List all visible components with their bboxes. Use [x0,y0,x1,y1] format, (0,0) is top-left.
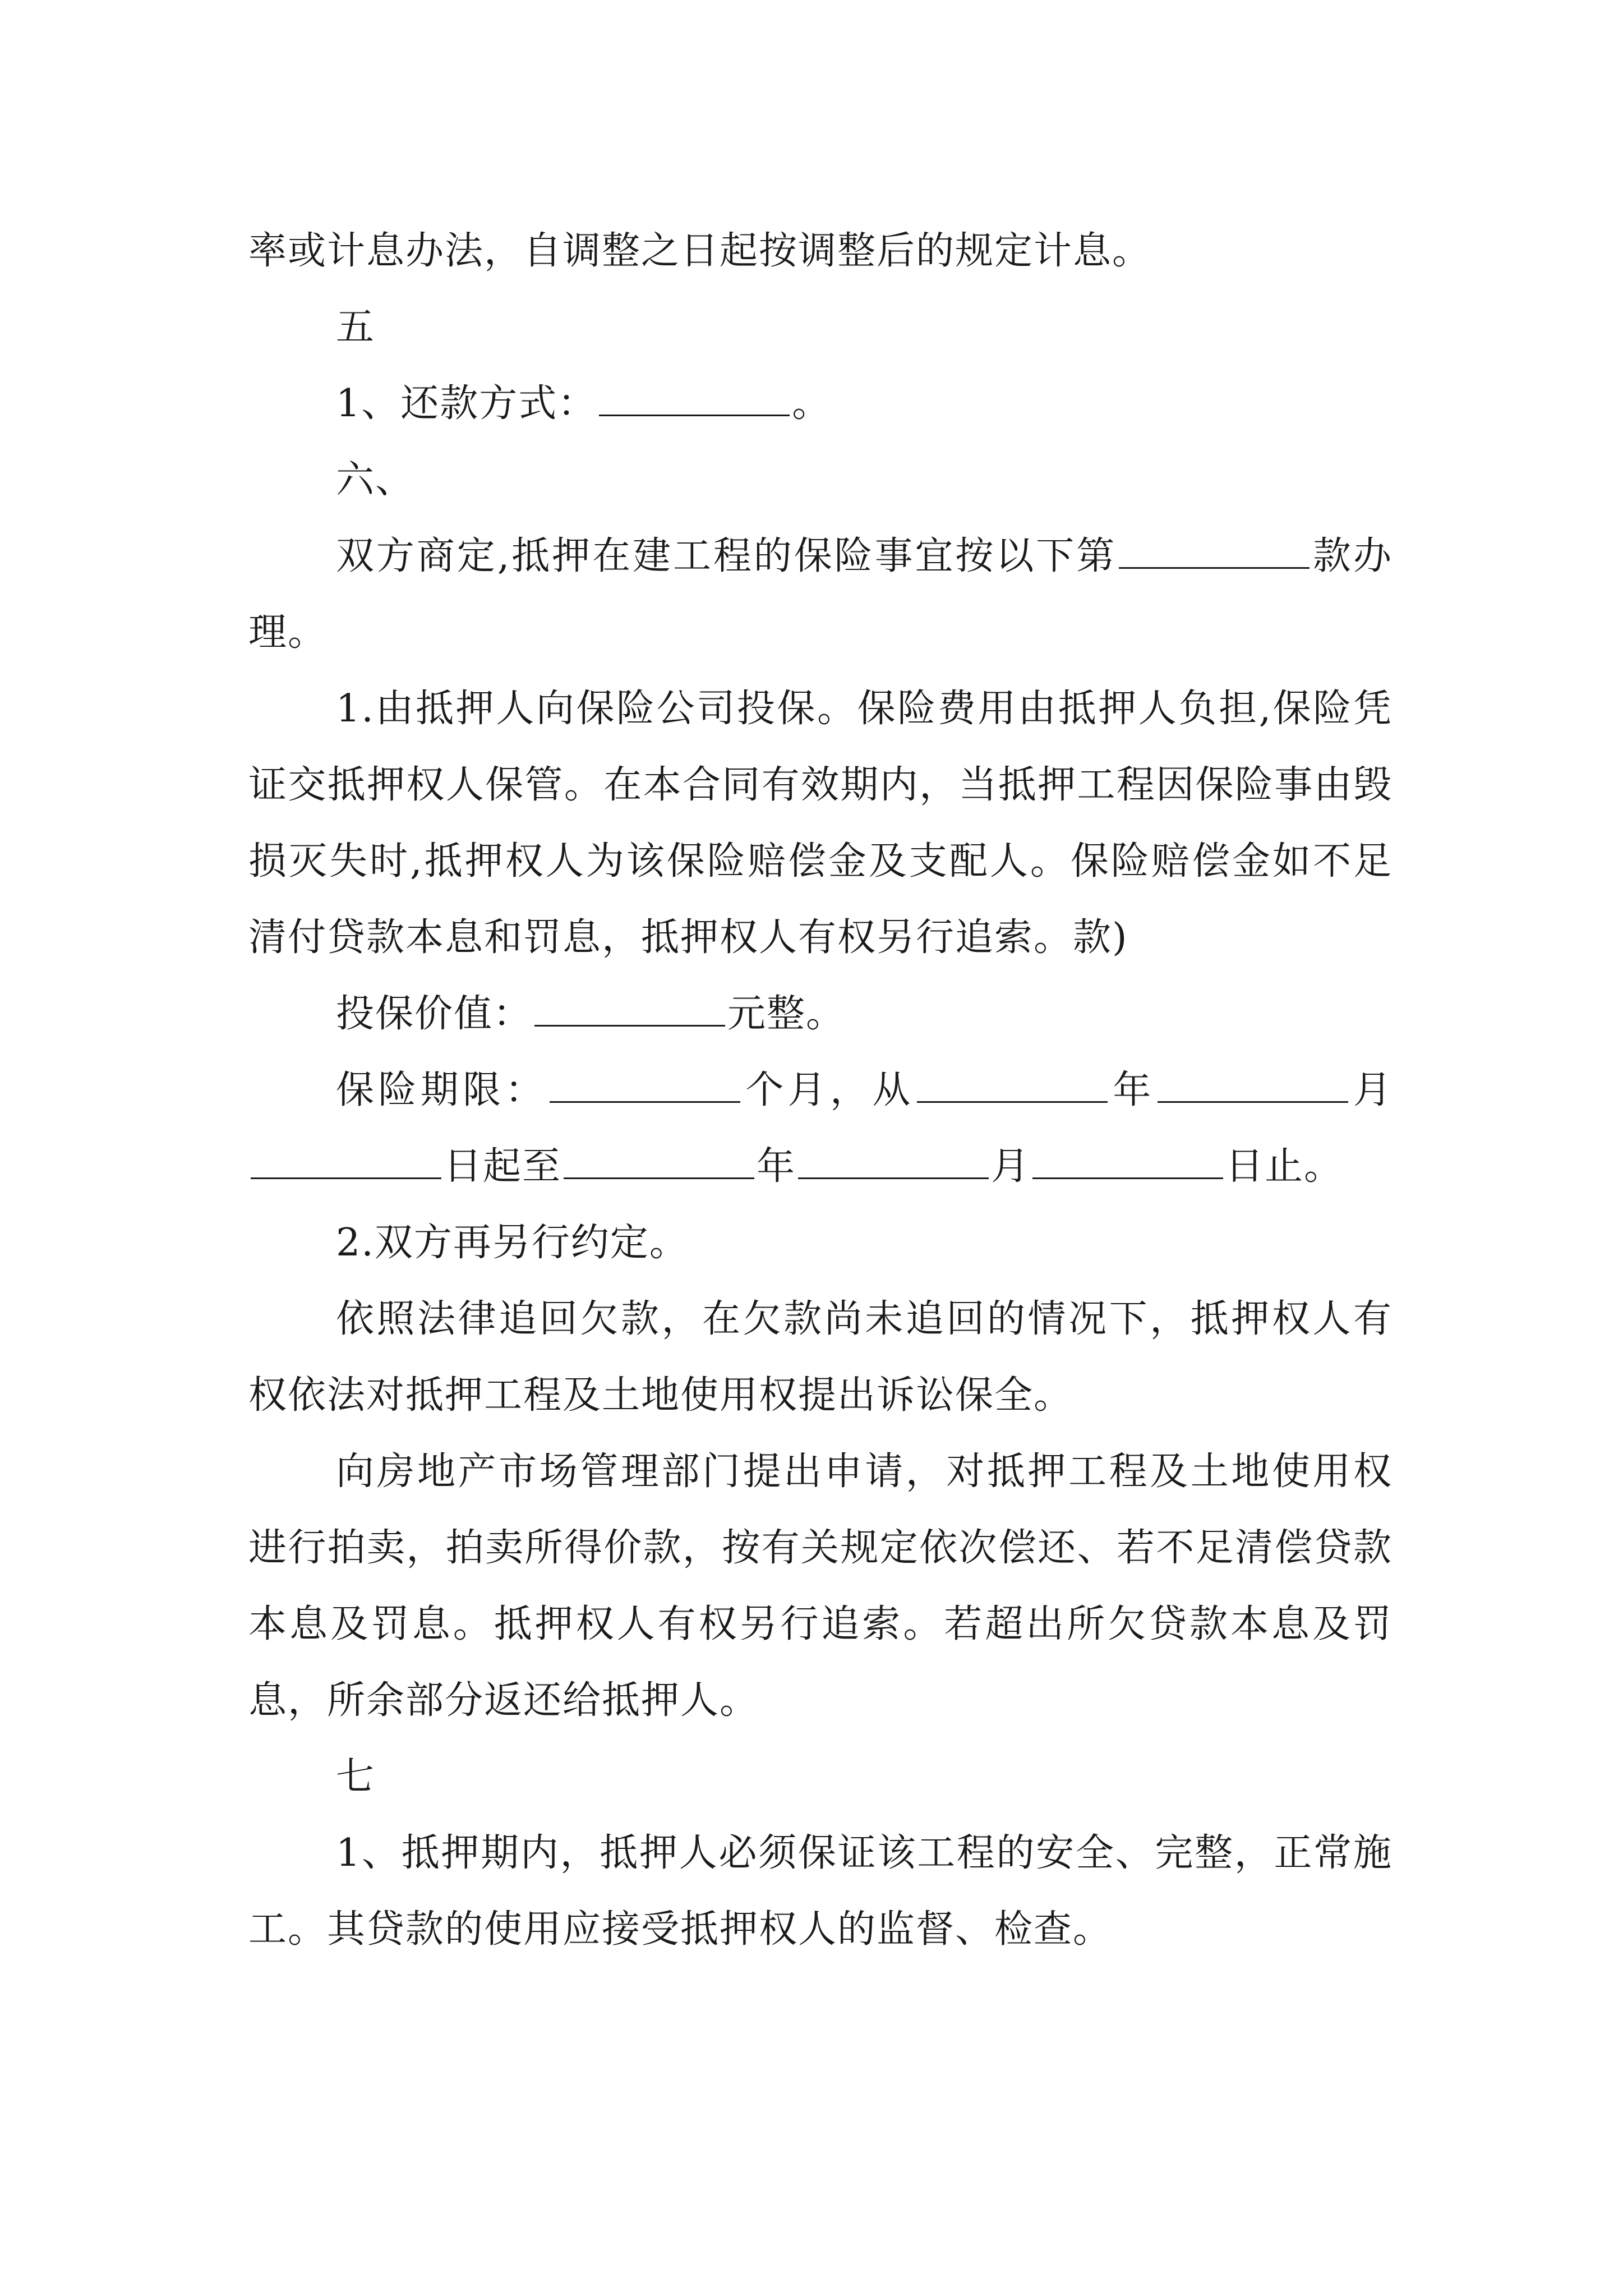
paragraph-auction-application: 向房地产市场管理部门提出申请，对抵押工程及土地使用权进行拍卖，拍卖所得价款，按有关规定依次偿还、若不足清偿贷款本息及罚息。抵押权人有权另行追索。若超出所欠贷款本息及罚息，所余部分返还给抵押人。 [248,1450,1393,1723]
paragraph-repayment-method [248,366,1393,442]
months-text: 个月，从 [742,1068,915,1112]
repayment-end: 。 [792,381,832,426]
insurance-period-label: 保险期限： [336,1068,547,1112]
clause-number-blank [1119,535,1310,569]
paragraph-insurance-period [248,1052,1393,1205]
repayment-method-blank [599,382,790,416]
start-month-text: 月 [1350,1068,1393,1112]
start-year-blank [917,1069,1108,1103]
repayment-label: 1、还款方式： [336,381,597,426]
start-day-text: 日起至 [444,1144,562,1189]
start-year-text: 年 [1109,1068,1155,1112]
insured-value-unit: 元整。 [727,992,846,1036]
insurance-agreement-text: 双方商定,抵押在建工程的保险事宜按以下第 [336,534,1117,578]
end-day-blank [1032,1145,1223,1179]
section-five-heading: 五 [336,305,376,349]
insured-value-blank [534,992,725,1027]
section-six-heading: 六、 [336,458,415,502]
months-blank [550,1069,740,1103]
paragraph-insurance-clause-1: 1.由抵押人向保险公司投保。保险费用由抵押人负担,保险凭证交抵押权人保管。在本合同有效期内，当抵押工程因保险事由毁损灭失时,抵押权人为该保险赔偿金及支配人。保险赔偿金如不足清付贷款本息和罚息，抵押权人有权另行追索。款) [248,687,1393,960]
end-day-text: 日止。 [1225,1144,1344,1189]
end-year-blank [564,1145,754,1179]
insurance-agreement-end: 款办理。 [248,534,1393,655]
end-year-text: 年 [757,1144,796,1189]
end-month-text: 月 [991,1144,1031,1189]
paragraph-mortgage-period-duty: 1、抵押期内，抵押人必须保证该工程的安全、完整，正常施工。其贷款的使用应接受抵押权人的监督、检查。 [248,1831,1393,1952]
end-month-blank [798,1145,989,1179]
insured-value-label: 投保价值： [336,992,533,1036]
paragraph-insurance-clause-2: 2.双方再另行约定。 [336,1221,689,1265]
document-body [248,213,1393,1968]
section-seven-heading: 七 [336,1755,376,1799]
start-day-blank [251,1145,441,1179]
paragraph-interest-adjustment: 率或计息办法，自调整之日起按调整后的规定计息。 [248,229,1152,273]
start-month-blank [1158,1069,1348,1103]
paragraph-insured-value [248,976,1393,1052]
paragraph-insurance-agreement [248,518,1393,671]
paragraph-litigation-preservation: 依照法律追回欠款，在欠款尚未追回的情况下，抵押权人有权依法对抵押工程及土地使用权提出诉讼保全。 [248,1297,1393,1418]
